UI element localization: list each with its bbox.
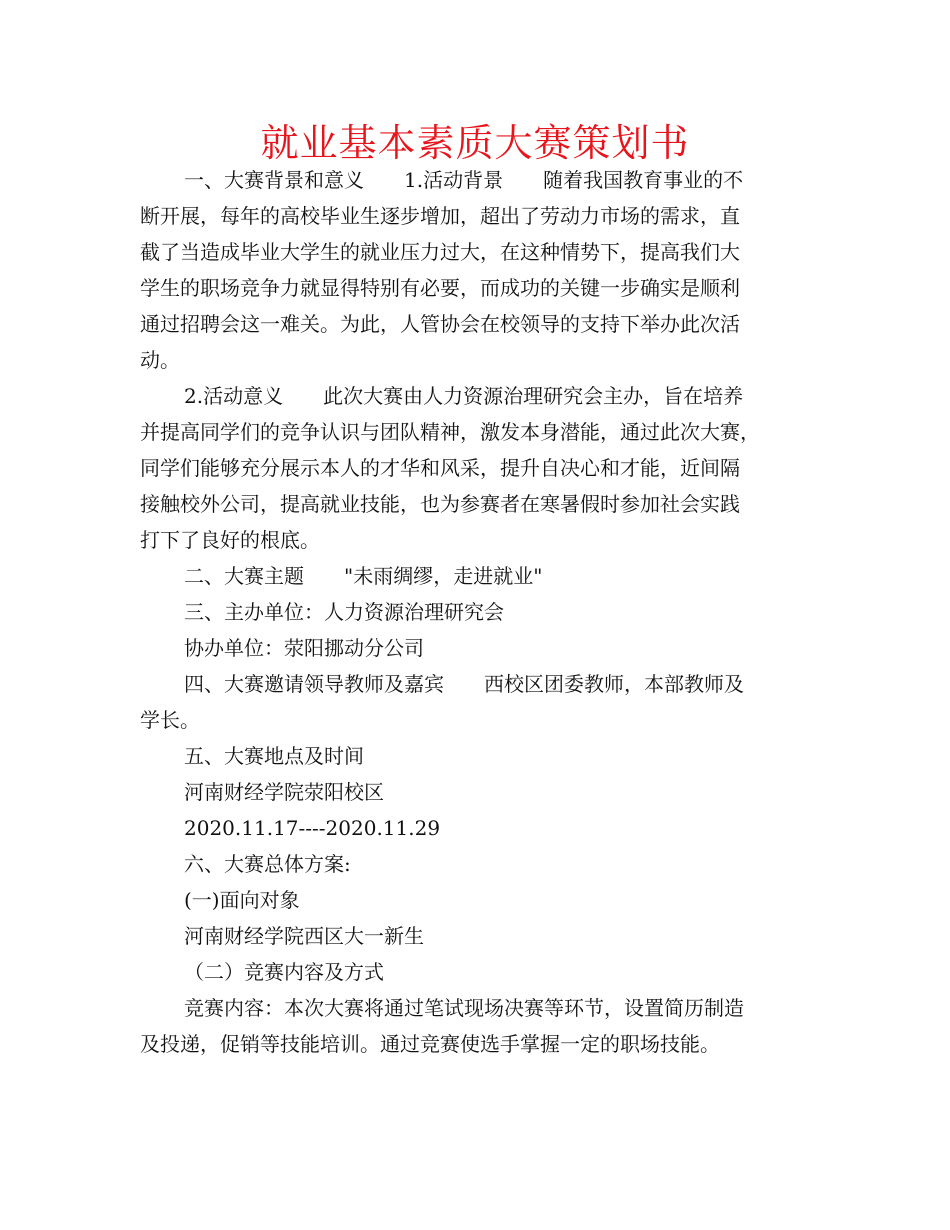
paragraph-audience-heading (140, 882, 816, 918)
text-line: 学生的职场竞争力就显得特别有必要，而成功的关键一步确实是顺利 (140, 276, 740, 300)
text-line: 动。 (140, 348, 180, 372)
text-line: 2020.11.17----2020.11.29 (184, 816, 441, 840)
paragraph-audience (140, 918, 816, 954)
text-line: 五、大赛地点及时间 (184, 744, 364, 768)
text-line: 断开展，每年的高校毕业生逐步增加，超出了劳动力市场的需求，直 (140, 204, 740, 228)
document-title: 就业基本素质大赛策划书 (260, 121, 690, 165)
text-line: 截了当造成毕业大学生的就业压力过大，在这种情势下，提高我们大 (140, 240, 740, 264)
text-line: 同学们能够充分展示本人的才华和风采，提升自决心和才能，近间隔 (140, 456, 740, 480)
paragraph-co-organizer (140, 630, 816, 666)
text-line: 学长。 (140, 708, 200, 732)
text-line: 一、大赛背景和意义 1.活动背景 随着我国教育事业的不 (184, 168, 744, 192)
paragraph-content (140, 990, 816, 1062)
text-line: 及投递，促销等技能培训。通过竞赛使选手掌握一定的职场技能。 (140, 1032, 720, 1056)
text-line: 接触校外公司，提高就业技能，也为参赛者在寒暑假时参加社会实践 (140, 492, 740, 516)
text-line: 竞赛内容：本次大赛将通过笔试现场决赛等环节，设置简历制造 (184, 996, 744, 1020)
text-line: 三、主办单位：人力资源治理研究会 (184, 600, 504, 624)
paragraph-content-heading (140, 954, 816, 990)
text-line: 河南财经学院西区大一新生 (184, 924, 424, 948)
text-line: 协办单位：荥阳挪动分公司 (184, 636, 424, 660)
paragraph-venue-heading (140, 738, 816, 774)
paragraph-venue (140, 774, 816, 810)
text-line: （二）竞赛内容及方式 (184, 960, 384, 984)
paragraph-dates (140, 810, 816, 846)
paragraph-guests (140, 666, 816, 738)
text-line: 二、大赛主题 "未雨绸缪，走进就业" (184, 564, 543, 588)
text-line: (一)面向对象 (184, 888, 300, 912)
text-line: 河南财经学院荥阳校区 (184, 780, 384, 804)
paragraph-background (140, 162, 816, 378)
text-line: 并提高同学们的竞争认识与团队精神，激发本身潜能，通过此次大赛， (140, 420, 760, 444)
paragraph-plan-heading (140, 846, 816, 882)
text-line: 2.活动意义 此次大赛由人力资源治理研究会主办，旨在培养 (184, 384, 744, 408)
paragraph-organizer (140, 594, 816, 630)
document-body (140, 162, 816, 1062)
text-line: 六、大赛总体方案: (184, 852, 351, 876)
paragraph-theme (140, 558, 816, 594)
text-line: 打下了良好的根底。 (140, 528, 320, 552)
paragraph-significance (140, 378, 816, 558)
text-line: 四、大赛邀请领导教师及嘉宾 西校区团委教师，本部教师及 (184, 672, 744, 696)
text-line: 通过招聘会这一难关。为此，人管协会在校领导的支持下举办此次活 (140, 312, 740, 336)
